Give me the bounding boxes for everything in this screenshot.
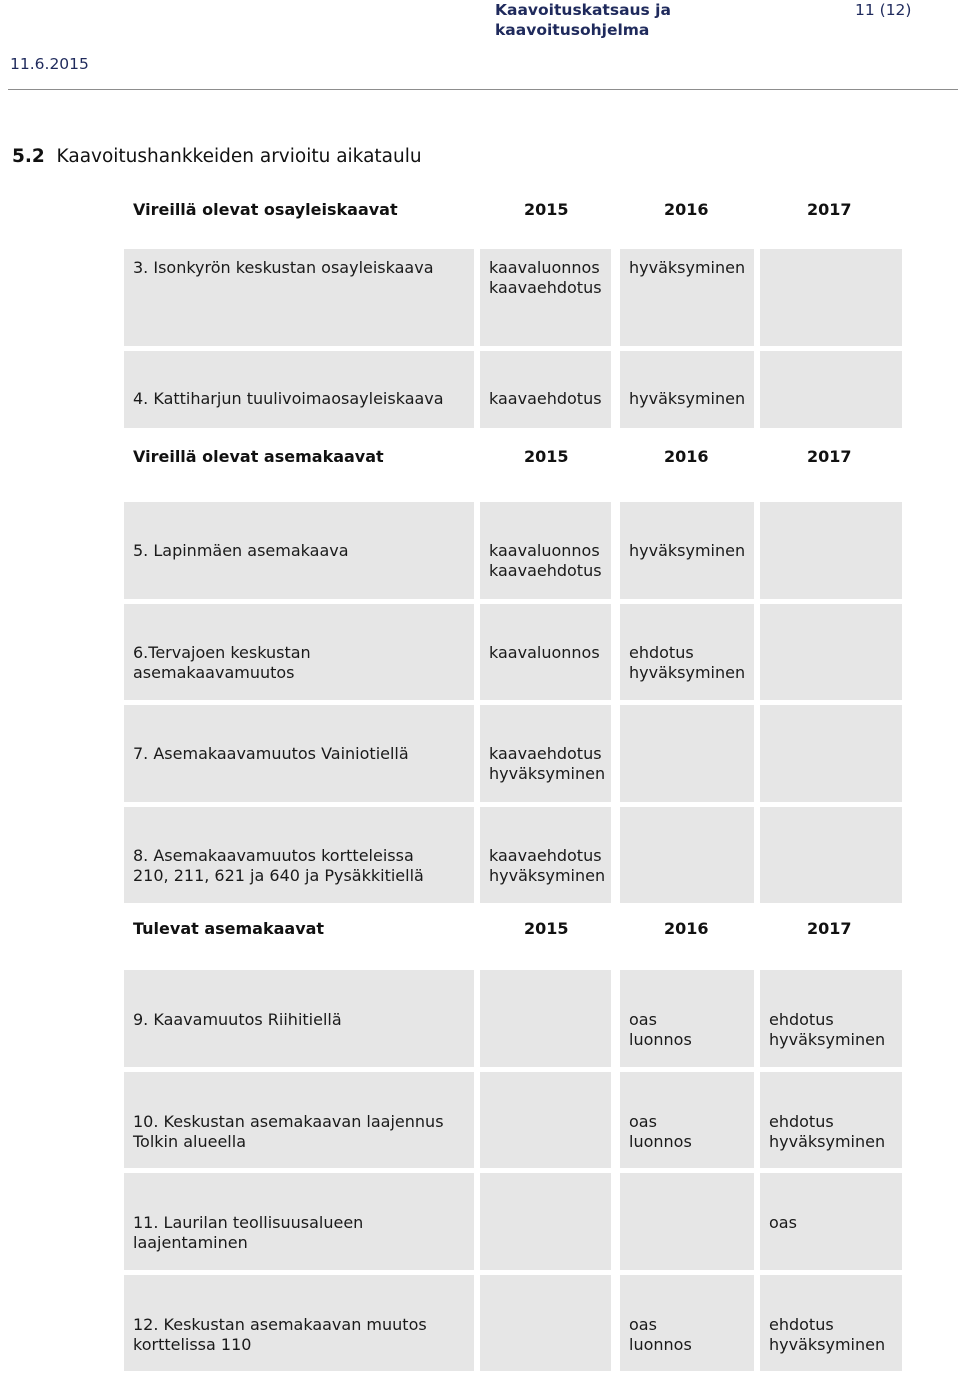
year-2015-header: 2015 bbox=[524, 200, 569, 219]
table-row bbox=[124, 807, 902, 903]
phase-2015-cell bbox=[480, 502, 611, 599]
phase-2016-cell bbox=[620, 249, 754, 346]
phase-text: ehdotus bbox=[629, 643, 694, 662]
plan-name-cell bbox=[124, 1173, 474, 1270]
plan-name: 12. Keskustan asemakaavan muutos bbox=[133, 1315, 427, 1334]
phase-text: hyväksyminen bbox=[629, 663, 746, 682]
table-row bbox=[124, 1072, 902, 1168]
plan-name: 4. Kattiharjun tuulivoimaosayleiskaava bbox=[133, 389, 444, 408]
plan-name: 7. Asemakaavamuutos Vainiotiellä bbox=[133, 744, 409, 763]
year-2016-header: 2016 bbox=[664, 919, 709, 938]
plan-name: 210, 211, 621 ja 640 ja Pysäkkitiellä bbox=[133, 866, 424, 885]
plan-name-cell bbox=[124, 705, 474, 802]
phase-text: kaavaluonnos bbox=[489, 643, 600, 662]
phase-text: hyväksyminen bbox=[629, 389, 746, 408]
phase-2017-cell bbox=[760, 249, 902, 346]
phase-2016-cell bbox=[620, 502, 754, 599]
phase-2017-cell bbox=[760, 502, 902, 599]
table-row bbox=[124, 502, 902, 599]
phase-2017-cell bbox=[760, 351, 902, 428]
phase-text: hyväksyminen bbox=[769, 1030, 886, 1049]
year-2015-header: 2015 bbox=[524, 919, 569, 938]
phase-2016-cell bbox=[620, 970, 754, 1067]
group-title: Vireillä olevat asemakaavat bbox=[133, 447, 384, 466]
phase-text: hyväksyminen bbox=[769, 1335, 886, 1354]
year-2016-header: 2016 bbox=[664, 200, 709, 219]
plan-name: 6.Tervajoen keskustan bbox=[133, 643, 311, 662]
phase-text: kaavaehdotus bbox=[489, 846, 602, 865]
phase-text: ehdotus bbox=[769, 1112, 834, 1131]
phase-text: kaavaluonnos bbox=[489, 258, 600, 277]
phase-2016-cell bbox=[620, 1173, 754, 1270]
phase-2015-cell bbox=[480, 1173, 611, 1270]
plan-name: asemakaavamuutos bbox=[133, 663, 295, 682]
group-header-asemakaavat bbox=[133, 446, 893, 468]
plan-name: 8. Asemakaavamuutos kortteleissa bbox=[133, 846, 414, 865]
phase-2017-cell bbox=[760, 1173, 902, 1270]
document-title bbox=[495, 0, 671, 40]
section-heading bbox=[12, 145, 422, 169]
section-title: Kaavoitushankkeiden arvioitu aikataulu bbox=[56, 146, 422, 167]
phase-text: luonnos bbox=[629, 1132, 692, 1151]
plan-name-cell bbox=[124, 1072, 474, 1168]
phase-2015-cell bbox=[480, 604, 611, 700]
plan-name-cell bbox=[124, 970, 474, 1067]
phase-2017-cell bbox=[760, 807, 902, 903]
phase-text: luonnos bbox=[629, 1030, 692, 1049]
year-2016-header: 2016 bbox=[664, 447, 709, 466]
phase-2016-cell bbox=[620, 705, 754, 802]
phase-2016-cell bbox=[620, 604, 754, 700]
table-row bbox=[124, 249, 902, 346]
plan-name-cell bbox=[124, 604, 474, 700]
phase-2017-cell bbox=[760, 970, 902, 1067]
phase-2015-cell bbox=[480, 705, 611, 802]
document-header bbox=[0, 0, 960, 92]
phase-text: kaavaehdotus bbox=[489, 278, 602, 297]
phase-text: kaavaehdotus bbox=[489, 561, 602, 580]
phase-2017-cell bbox=[760, 1072, 902, 1168]
plan-name-cell bbox=[124, 351, 474, 428]
plan-name: 9. Kaavamuutos Riihitiellä bbox=[133, 1010, 342, 1029]
page-number: 11 (12) bbox=[855, 1, 912, 19]
plan-name: Tolkin alueella bbox=[133, 1132, 246, 1151]
phase-text: oas bbox=[629, 1112, 657, 1131]
document-title-line-1: Kaavoituskatsaus ja bbox=[495, 1, 671, 19]
phase-2016-cell bbox=[620, 807, 754, 903]
plan-name: korttelissa 110 bbox=[133, 1335, 252, 1354]
group-title: Vireillä olevat osayleiskaavat bbox=[133, 200, 398, 219]
group-header-tulevat bbox=[133, 918, 893, 940]
phase-text: hyväksyminen bbox=[769, 1132, 886, 1151]
plan-name: 3. Isonkyrön keskustan osayleiskaava bbox=[133, 258, 434, 277]
phase-2015-cell bbox=[480, 1072, 611, 1168]
plan-name-cell bbox=[124, 807, 474, 903]
phase-text: hyväksyminen bbox=[489, 764, 606, 783]
phase-text: kaavaehdotus bbox=[489, 389, 602, 408]
table-row bbox=[124, 1275, 902, 1371]
year-2017-header: 2017 bbox=[807, 200, 852, 219]
table-row bbox=[124, 604, 902, 700]
phase-text: kaavaehdotus bbox=[489, 744, 602, 763]
plan-name: 10. Keskustan asemakaavan laajennus bbox=[133, 1112, 444, 1131]
document-title-line-2: kaavoitusohjelma bbox=[495, 21, 650, 39]
table-row bbox=[124, 970, 902, 1067]
group-header-osayleiskaavat bbox=[133, 199, 893, 221]
table-row bbox=[124, 705, 902, 802]
phase-2015-cell bbox=[480, 1275, 611, 1371]
phase-2015-cell bbox=[480, 249, 611, 346]
plan-name: 5. Lapinmäen asemakaava bbox=[133, 541, 349, 560]
document-date: 11.6.2015 bbox=[10, 55, 89, 73]
phase-text: hyväksyminen bbox=[629, 258, 746, 277]
phase-text: luonnos bbox=[629, 1335, 692, 1354]
phase-text: ehdotus bbox=[769, 1315, 834, 1334]
phase-2015-cell bbox=[480, 970, 611, 1067]
plan-name-cell bbox=[124, 249, 474, 346]
phase-text: ehdotus bbox=[769, 1010, 834, 1029]
plan-name: 11. Laurilan teollisuusalueen bbox=[133, 1213, 364, 1232]
year-2015-header: 2015 bbox=[524, 447, 569, 466]
phase-text: oas bbox=[629, 1010, 657, 1029]
phase-text: oas bbox=[769, 1213, 797, 1232]
phase-text: hyväksyminen bbox=[629, 541, 746, 560]
phase-2016-cell bbox=[620, 351, 754, 428]
phase-2016-cell bbox=[620, 1072, 754, 1168]
phase-text: hyväksyminen bbox=[489, 866, 606, 885]
phase-2017-cell bbox=[760, 705, 902, 802]
phase-text: kaavaluonnos bbox=[489, 541, 600, 560]
table-row bbox=[124, 1173, 902, 1270]
plan-name: laajentaminen bbox=[133, 1233, 248, 1252]
header-divider bbox=[8, 89, 958, 90]
group-title: Tulevat asemakaavat bbox=[133, 919, 325, 938]
phase-2015-cell bbox=[480, 807, 611, 903]
phase-2017-cell bbox=[760, 1275, 902, 1371]
year-2017-header: 2017 bbox=[807, 447, 852, 466]
phase-text: oas bbox=[629, 1315, 657, 1334]
phase-2017-cell bbox=[760, 604, 902, 700]
table-row bbox=[124, 351, 902, 428]
section-number: 5.2 bbox=[12, 146, 45, 167]
plan-name-cell bbox=[124, 502, 474, 599]
plan-name-cell bbox=[124, 1275, 474, 1371]
phase-2016-cell bbox=[620, 1275, 754, 1371]
phase-2015-cell bbox=[480, 351, 611, 428]
year-2017-header: 2017 bbox=[807, 919, 852, 938]
